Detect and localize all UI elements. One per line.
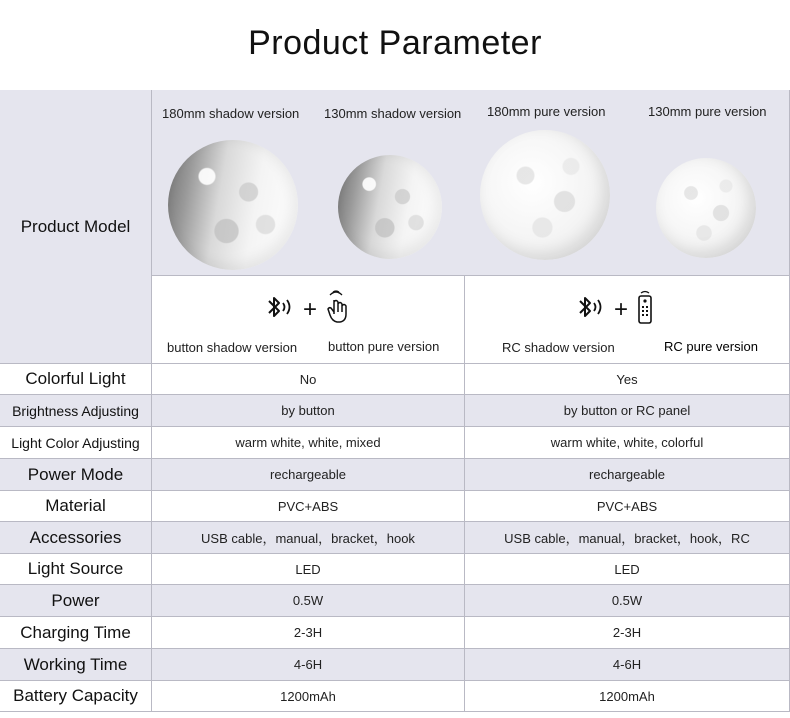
row-label: Light Color Adjusting xyxy=(11,434,140,451)
moon-130mm-pure-image xyxy=(656,158,756,258)
parameter-table xyxy=(0,90,790,712)
row-left-value: No xyxy=(299,371,317,387)
row-label-cell xyxy=(0,491,152,522)
row-right-value-cell xyxy=(465,617,790,649)
row-left-value-cell xyxy=(152,522,465,554)
row-left-value-cell xyxy=(152,585,465,617)
row-label-cell xyxy=(0,617,152,649)
row-label: Battery Capacity xyxy=(13,686,138,705)
row-right-value: by button or RC panel xyxy=(563,403,691,418)
row-left-value: USB cable，manual，bracket，hook xyxy=(201,531,415,546)
moon-caption-2: 130mm shadow version xyxy=(324,106,462,121)
row-right-value: PVC+ABS xyxy=(596,498,658,514)
row-left-value-cell xyxy=(152,427,465,459)
moon-180mm-pure-image xyxy=(480,130,610,260)
row-left-value-cell xyxy=(152,395,465,427)
row-right-value-cell xyxy=(465,522,790,554)
button-pure-version-label: button pure version xyxy=(328,339,440,354)
moon-caption-1: 180mm shadow version xyxy=(162,106,300,121)
row-left-value: 2-3H xyxy=(293,625,323,640)
row-label-cell xyxy=(0,395,152,427)
row-label: Working Time xyxy=(23,654,128,674)
row-right-value-cell xyxy=(465,681,790,712)
row-right-value: 1200mAh xyxy=(599,688,655,704)
button-shadow-version-label: button shadow version xyxy=(167,340,298,355)
row-label: Power Mode xyxy=(27,464,124,484)
row-label: Light Source xyxy=(27,559,124,578)
row-right-value: LED xyxy=(614,561,640,577)
row-label: Charging Time xyxy=(20,622,131,642)
row-right-value-cell xyxy=(465,459,790,491)
row-right-value: 2-3H xyxy=(612,625,642,640)
row-label: Material xyxy=(45,496,106,515)
row-label-cell xyxy=(0,554,152,585)
row-label: Brightness Adjusting xyxy=(12,402,139,419)
row-label-cell xyxy=(0,427,152,459)
moon-180mm-shadow-image xyxy=(168,140,298,270)
row-left-value-cell xyxy=(152,364,465,395)
row-right-value: warm white, white, colorful xyxy=(550,435,704,450)
row-right-value-cell xyxy=(465,585,790,617)
row-left-value-cell xyxy=(152,459,465,491)
row-left-value: LED xyxy=(295,561,321,577)
row-left-value-cell xyxy=(152,649,465,681)
row-label: Accessories xyxy=(29,527,122,547)
moon-130mm-shadow-image xyxy=(338,155,442,259)
button-icons xyxy=(265,290,351,329)
page-title: Product Parameter xyxy=(248,24,542,62)
row-right-value-cell xyxy=(465,491,790,522)
row-right-value-cell xyxy=(465,395,790,427)
row-right-value-cell xyxy=(465,649,790,681)
row-right-value: Yes xyxy=(616,371,638,387)
plus-sign: + xyxy=(303,295,318,323)
row-right-value: 4-6H xyxy=(612,657,642,672)
row-left-value-cell xyxy=(152,491,465,522)
touch-hand-icon xyxy=(325,290,351,329)
row-label-cell xyxy=(0,522,152,554)
row-left-value: 1200mAh xyxy=(280,688,336,704)
row-left-value-cell xyxy=(152,554,465,585)
row-right-value: rechargeable xyxy=(589,467,665,482)
row-right-value-cell xyxy=(465,427,790,459)
moon-caption-4: 130mm pure version xyxy=(648,104,767,119)
rc-shadow-version-label: RC shadow version xyxy=(502,340,615,355)
bluetooth-icon xyxy=(576,293,606,326)
remote-control-icon xyxy=(636,290,654,329)
bluetooth-icon xyxy=(265,293,295,326)
row-label-cell xyxy=(0,364,152,395)
row-label-cell xyxy=(0,459,152,491)
rc-pure-version-label: RC pure version xyxy=(664,339,758,354)
row-label: Power xyxy=(51,590,100,610)
plus-sign: + xyxy=(614,295,629,323)
row-left-value: by button xyxy=(281,403,335,418)
row-left-value: 0.5W xyxy=(292,593,324,608)
row-label-cell xyxy=(0,649,152,681)
product-model-label-cell xyxy=(0,90,152,364)
row-label-cell xyxy=(0,585,152,617)
moon-caption-3: 180mm pure version xyxy=(487,104,606,119)
row-right-value: 0.5W xyxy=(611,593,643,608)
row-left-value-cell xyxy=(152,617,465,649)
row-right-value-cell xyxy=(465,364,790,395)
row-right-value-cell xyxy=(465,554,790,585)
row-right-value: USB cable，manual，bracket，hook，RC xyxy=(504,531,750,546)
row-left-value: rechargeable xyxy=(270,467,346,482)
product-model-label: Product Model xyxy=(20,216,131,236)
row-left-value: PVC+ABS xyxy=(277,498,339,514)
row-left-value: 4-6H xyxy=(293,657,323,672)
row-left-value-cell xyxy=(152,681,465,712)
rc-icons xyxy=(576,290,654,329)
row-left-value: warm white, white, mixed xyxy=(235,435,381,450)
row-label-cell xyxy=(0,681,152,712)
row-label: Colorful Light xyxy=(25,369,126,388)
